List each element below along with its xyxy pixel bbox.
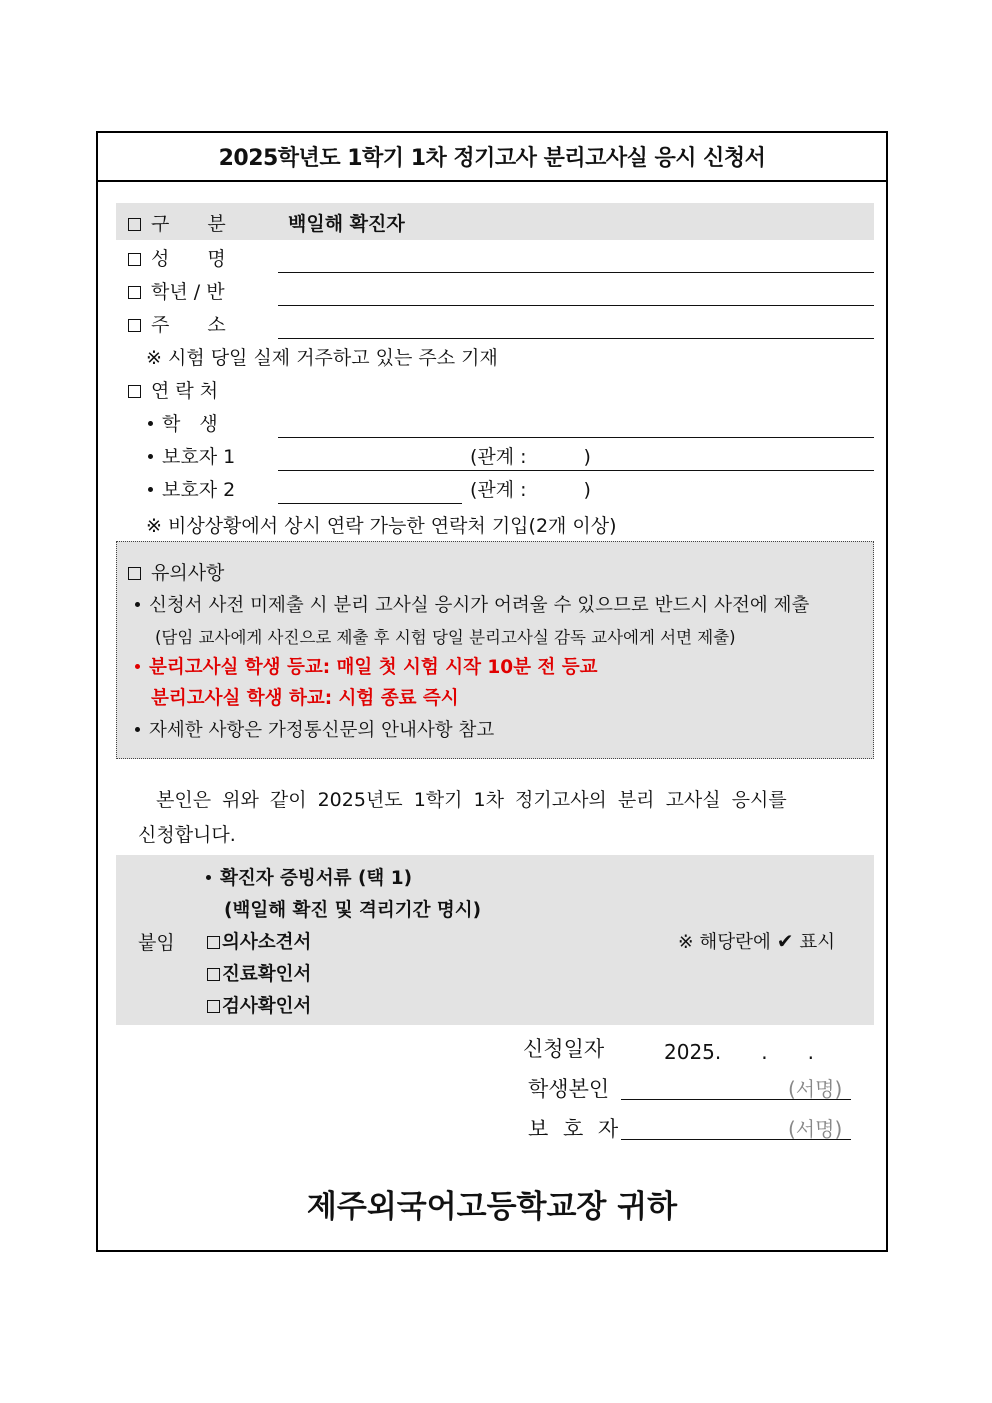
notice-item-1-sub: (담임 교사에게 사진으로 제출 후 시험 당일 분리고사실 감독 교사에게 서면 제출) [155, 628, 736, 647]
checkbox-icon[interactable] [128, 385, 141, 398]
student-sign-label: 학생본인 [528, 1077, 610, 1101]
statement-line-2: 신청합니다. [138, 824, 236, 846]
name-label: 성 명 [151, 248, 226, 270]
date-label: 신청일자 [523, 1037, 605, 1061]
address-field [128, 310, 226, 337]
attachment-doc-title [206, 864, 412, 890]
category-value: 백일해 확진자 [288, 213, 405, 235]
attachment-doc-sub: (백일해 확진 및 격리기간 명시) [224, 900, 482, 921]
contact-field [128, 376, 218, 403]
contact-note: ※ 비상상황에서 상시 연락 가능한 연락처 기입(2개 이상) [146, 515, 617, 537]
bullet-icon [135, 664, 140, 669]
application-form [96, 131, 888, 1252]
attachment-label: 붙임 [138, 932, 175, 954]
bullet-icon [148, 487, 153, 492]
option-doctor-note-label: 의사소견서 [222, 932, 312, 953]
category-label: 구 분 [151, 213, 226, 235]
checkbox-icon[interactable] [128, 319, 141, 332]
check-instruction-prefix: ※ 해당란에 [678, 932, 771, 953]
name-field [128, 244, 226, 271]
notice-heading: 유의사항 [151, 562, 225, 584]
option-test-cert [207, 992, 311, 1018]
notice-item-2-text: 분리고사실 학생 등교: 매일 첫 시험 시작 10분 전 등교 [149, 657, 598, 678]
checkbox-icon[interactable] [128, 253, 141, 266]
student-label: 학 생 [162, 413, 218, 435]
bullet-icon [135, 727, 140, 732]
checkbox-icon[interactable] [207, 936, 220, 949]
category-field [128, 209, 226, 236]
notice-item-3 [135, 716, 494, 742]
checkbox-icon [128, 567, 141, 580]
notice-item-3-text: 자세한 사항은 가정통신문의 안내사항 참고 [149, 720, 495, 741]
grade-label: 학년 / 반 [151, 281, 225, 303]
checkbox-icon[interactable] [128, 218, 141, 231]
guardian1-row [148, 442, 235, 469]
bullet-icon [206, 875, 211, 880]
form-title: 2025학년도 1학기 1차 정기고사 분리고사실 응시 신청서 [98, 133, 886, 182]
guardian-sign-label: 보 호 자 [528, 1117, 623, 1141]
guardian1-relation: (관계 : ) [470, 446, 591, 468]
option-treatment-cert [207, 960, 311, 986]
address-label: 주 소 [151, 314, 226, 336]
checkbox-icon[interactable] [207, 968, 220, 981]
notice-item-1-text: 신청서 사전 미제출 시 분리 고사실 응시가 어려울 수 있으므로 반드시 사전에 제출 [149, 595, 810, 616]
bullet-icon [135, 602, 140, 607]
contact-label: 연 락 처 [151, 380, 219, 402]
attachment-doc-title-text: 확진자 증빙서류 (택 1) [220, 868, 413, 889]
name-input-line[interactable] [278, 272, 874, 273]
grade-field [128, 277, 225, 304]
guardian2-contact-line[interactable] [278, 503, 462, 504]
notice-item-2-sub: 분리고사실 학생 하교: 시험 종료 즉시 [151, 688, 459, 709]
guardian2-label: 보호자 2 [162, 479, 236, 501]
check-instruction-suffix: 표시 [799, 932, 836, 953]
date-value: 2025. . . [664, 1040, 814, 1064]
recipient-line: 제주외국어고등학교장 귀하 [306, 1189, 678, 1225]
student-contact-line[interactable] [278, 437, 874, 438]
guardian2-relation: (관계 : ) [470, 479, 591, 501]
statement-line-1: 본인은 위와 같이 2025년도 1학기 1차 정기고사의 분리 고사실 응시를 [156, 789, 787, 811]
check-instruction [678, 928, 835, 954]
guardian2-row [148, 475, 235, 502]
option-doctor-note [207, 928, 311, 954]
checkbox-icon[interactable] [128, 286, 141, 299]
category-row [116, 203, 874, 240]
grade-input-line[interactable] [278, 305, 874, 306]
bullet-icon [148, 421, 153, 426]
notice-heading-row [128, 558, 224, 585]
option-test-cert-label: 검사확인서 [222, 996, 312, 1017]
guardian1-label: 보호자 1 [162, 446, 236, 468]
address-note: ※ 시험 당일 실제 거주하고 있는 주소 기재 [146, 347, 498, 369]
guardian1-contact-line[interactable] [278, 470, 874, 471]
student-sign-placeholder: (서명) [788, 1077, 843, 1101]
notice-item-2 [135, 653, 598, 679]
notice-item-1 [135, 591, 809, 617]
checkbox-icon[interactable] [207, 1000, 220, 1013]
bullet-icon [148, 454, 153, 459]
notice-box [116, 541, 874, 759]
checkmark-icon: ✔ [776, 929, 794, 953]
student-contact-row [148, 409, 218, 436]
guardian-sign-placeholder: (서명) [788, 1117, 843, 1141]
address-input-line[interactable] [278, 338, 874, 339]
option-treatment-cert-label: 진료확인서 [222, 964, 312, 985]
